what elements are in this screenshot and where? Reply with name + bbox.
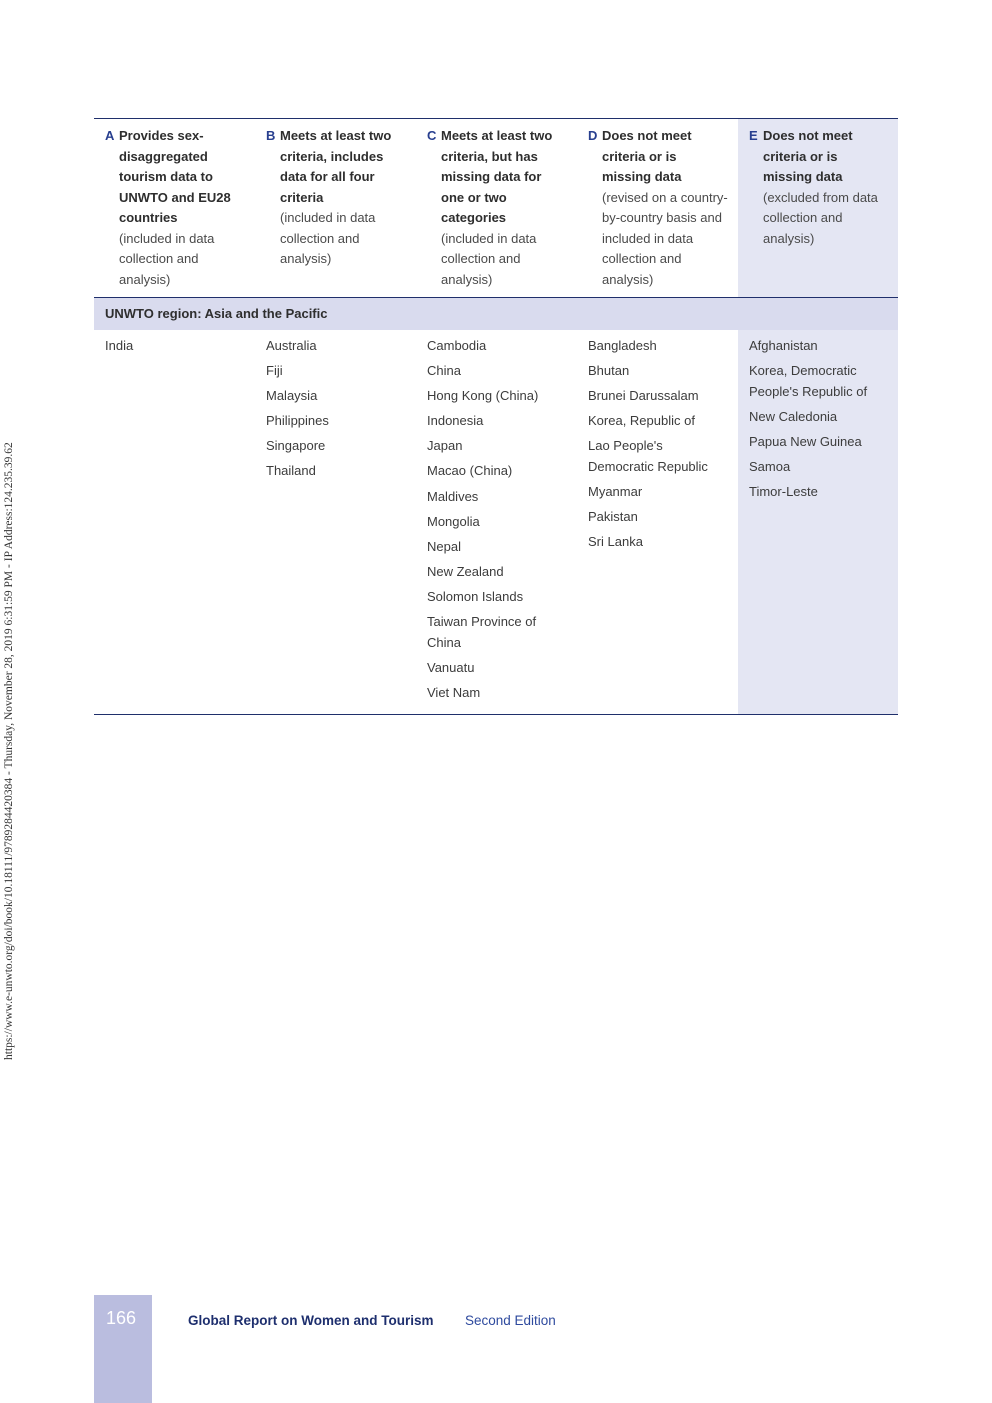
column-e-countries: [738, 330, 898, 714]
country-item: Afghanistan: [749, 338, 818, 353]
country-item: Japan: [427, 438, 463, 454]
column-c-countries: [416, 330, 577, 714]
column-note: (included in data collection and analysis): [441, 230, 537, 287]
footer-edition: Second Edition: [465, 1313, 556, 1328]
page-number: 166: [106, 1308, 137, 1328]
country-item: Myanmar: [588, 483, 643, 499]
country-item: Hong Kong (China): [427, 388, 539, 404]
column-note: (included in data collection and analysis): [119, 230, 215, 287]
country-item: Australia: [266, 338, 317, 353]
country-item: Lao People's Democratic Republic: [588, 438, 708, 474]
country-item: Brunei Darussalam: [588, 388, 699, 404]
country-criteria-table: [94, 118, 898, 715]
column-header-d: [577, 119, 738, 297]
column-note: (included in data collection and analysis): [280, 210, 376, 266]
country-item: India: [105, 338, 134, 353]
column-title: Does not meet criteria or is missing data: [763, 128, 853, 184]
column-letter: A: [105, 128, 115, 143]
column-header-b: [255, 119, 416, 297]
country-item: Nepal: [427, 538, 461, 554]
column-letter: E: [749, 128, 758, 143]
column-b-countries: [255, 330, 416, 714]
table-header-row: [94, 119, 898, 297]
country-item: Bhutan: [588, 363, 630, 379]
column-title: Meets at least two criteria, but has missing data for one or two categories: [441, 128, 553, 225]
country-item: Samoa: [749, 458, 791, 474]
footer-report-title: Global Report on Women and Tourism: [188, 1313, 434, 1328]
column-title: Provides sex-disaggregated tourism data to UNWTO and EU28 countries: [119, 128, 231, 225]
column-letter: D: [588, 128, 598, 143]
country-item: Maldives: [427, 488, 479, 504]
country-item: China: [427, 363, 461, 379]
column-note: (excluded from data collection and analysis): [763, 189, 878, 246]
country-item: Fiji: [266, 363, 283, 379]
country-item: Solomon Islands: [427, 588, 524, 604]
country-item: Vanuatu: [427, 659, 475, 675]
country-item: Thailand: [266, 463, 316, 479]
column-title: Does not meet criteria or is missing data: [602, 128, 692, 184]
country-item: New Caledonia: [749, 408, 838, 424]
column-d-countries: [577, 330, 738, 714]
column-note: (revised on a country-by-country basis and included in data collection and analysis): [602, 189, 728, 287]
country-item: Timor-Leste: [749, 483, 818, 499]
country-item: Philippines: [266, 413, 329, 429]
country-item: Malaysia: [266, 388, 318, 404]
country-item: Cambodia: [427, 338, 487, 353]
country-item: Macao (China): [427, 463, 513, 479]
country-item: Viet Nam: [427, 684, 481, 700]
country-item: Taiwan Province of China: [427, 614, 537, 650]
country-item: Singapore: [266, 438, 326, 454]
country-item: Sri Lanka: [588, 534, 643, 550]
countries-row: [94, 330, 898, 714]
column-a-countries: [94, 330, 255, 714]
region-row: UNWTO region: Asia and the Pacific: [94, 297, 898, 330]
country-item: Papua New Guinea: [749, 433, 862, 449]
country-item: Korea, Democratic People's Republic of: [749, 363, 868, 399]
country-item: Mongolia: [427, 513, 480, 529]
column-title: Meets at least two criteria, includes data for all four criteria: [280, 128, 392, 205]
country-item: Pakistan: [588, 509, 638, 525]
country-item: Bangladesh: [588, 338, 657, 353]
country-item: New Zealand: [427, 563, 504, 579]
column-letter: B: [266, 128, 276, 143]
column-header-e: [738, 119, 898, 297]
column-letter: C: [427, 128, 437, 143]
country-item: Korea, Republic of: [588, 413, 695, 429]
column-header-a: [94, 119, 255, 297]
country-item: Indonesia: [427, 413, 484, 429]
side-watermark-url: https://www.e-unwto.org/doi/book/10.18111/9789284420384 - Thursday, November 28, 2019 6:31:59 PM - IP Address:124.235.39.62: [3, 442, 15, 1060]
column-header-c: [416, 119, 577, 297]
